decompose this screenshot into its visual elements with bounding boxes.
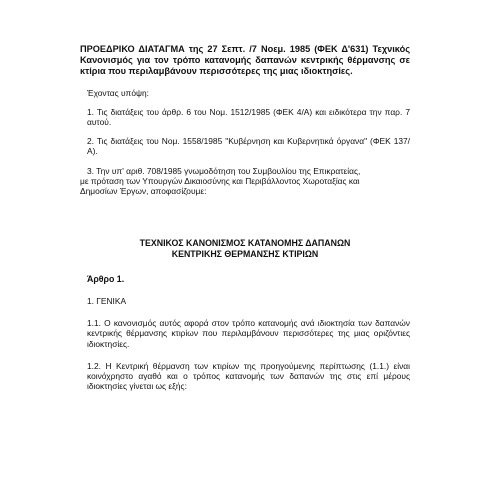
- consideration-item-1: 1. Τις διατάξεις του άρθρ. 6 του Νομ. 1512/1985 (ΦΕΚ 4/Α) και ειδικότερα την παρ. 7 αυτού.: [87, 106, 410, 128]
- consideration-item-3-line3: Δημοσίων Έργων, αποφασίζουμε:: [80, 186, 207, 197]
- preamble-text: Έχοντας υπόψη:: [87, 87, 149, 98]
- section-title-line-2: ΚΕΝΤΡΙΚΗΣ ΘΕΡΜΑΝΣΗΣ ΚΤΙΡΙΩΝ: [171, 249, 319, 260]
- document-title: ΠΡΟΕΔΡΙΚΟ ΔΙΑΤΑΓΜΑ της 27 Σεπτ. /7 Νοεμ. 1985 (ΦΕΚ Δ'631) Τεχνικός Κανονισμός για τον τρόπο κατανομής δαπανών κεντρικής θέρμανσης σε κτίρια που περιλαμβάνουν περισσότερες της μιας ιδιοκτησίες.: [80, 44, 410, 77]
- paragraph-1-1: 1.1. Ο κανονισμός αυτός αφορά στον τρόπο κατανομής ανά ιδιοκτησία των δαπανών κεντρικής θέρμανσης κτιρίων που περιλαμβάνουν περισσότερες της μιας οριζόντιες ιδιοκτησίες.: [87, 318, 410, 349]
- consideration-item-2: 2. Τις διατάξεις του Νομ. 1558/1985 "Κυβέρνηση και Κυβερνητικά όργανα" (ΦΕΚ 137/Α).: [87, 136, 410, 157]
- section-title: [80, 238, 410, 260]
- subheading-general: 1. ΓΕΝΙΚΑ: [87, 296, 127, 307]
- consideration-item-3: 3. Την υπ' αριθ. 708/1985 γνωμοδότηση του Συμβουλίου της Επικρατείας,: [87, 165, 361, 176]
- section-title-line-1: ΤΕΧΝΙΚΟΣ ΚΑΝΟΝΙΣΜΟΣ ΚΑΤΑΝΟΜΗΣ ΔΑΠΑΝΩΝ: [139, 238, 351, 249]
- document-page: [80, 44, 410, 391]
- paragraph-1-2: 1.2. Η Κεντρική θέρμανση των κτιρίων της προηγούμενης περίπτωσης (1.1.) είναι κοινόχρηστο αγαθό και ο τρόπος κατανομής των δαπανών της στις επί μέρους ιδιοκτησίες γίνεται ως εξής:: [87, 360, 410, 392]
- article-heading: Άρθρο 1.: [87, 273, 125, 284]
- consideration-item-3-line2: με πρόταση των Υπουργών Δικαιοσύνης και Περιβάλλοντος Χωροταξίας και: [80, 175, 360, 186]
